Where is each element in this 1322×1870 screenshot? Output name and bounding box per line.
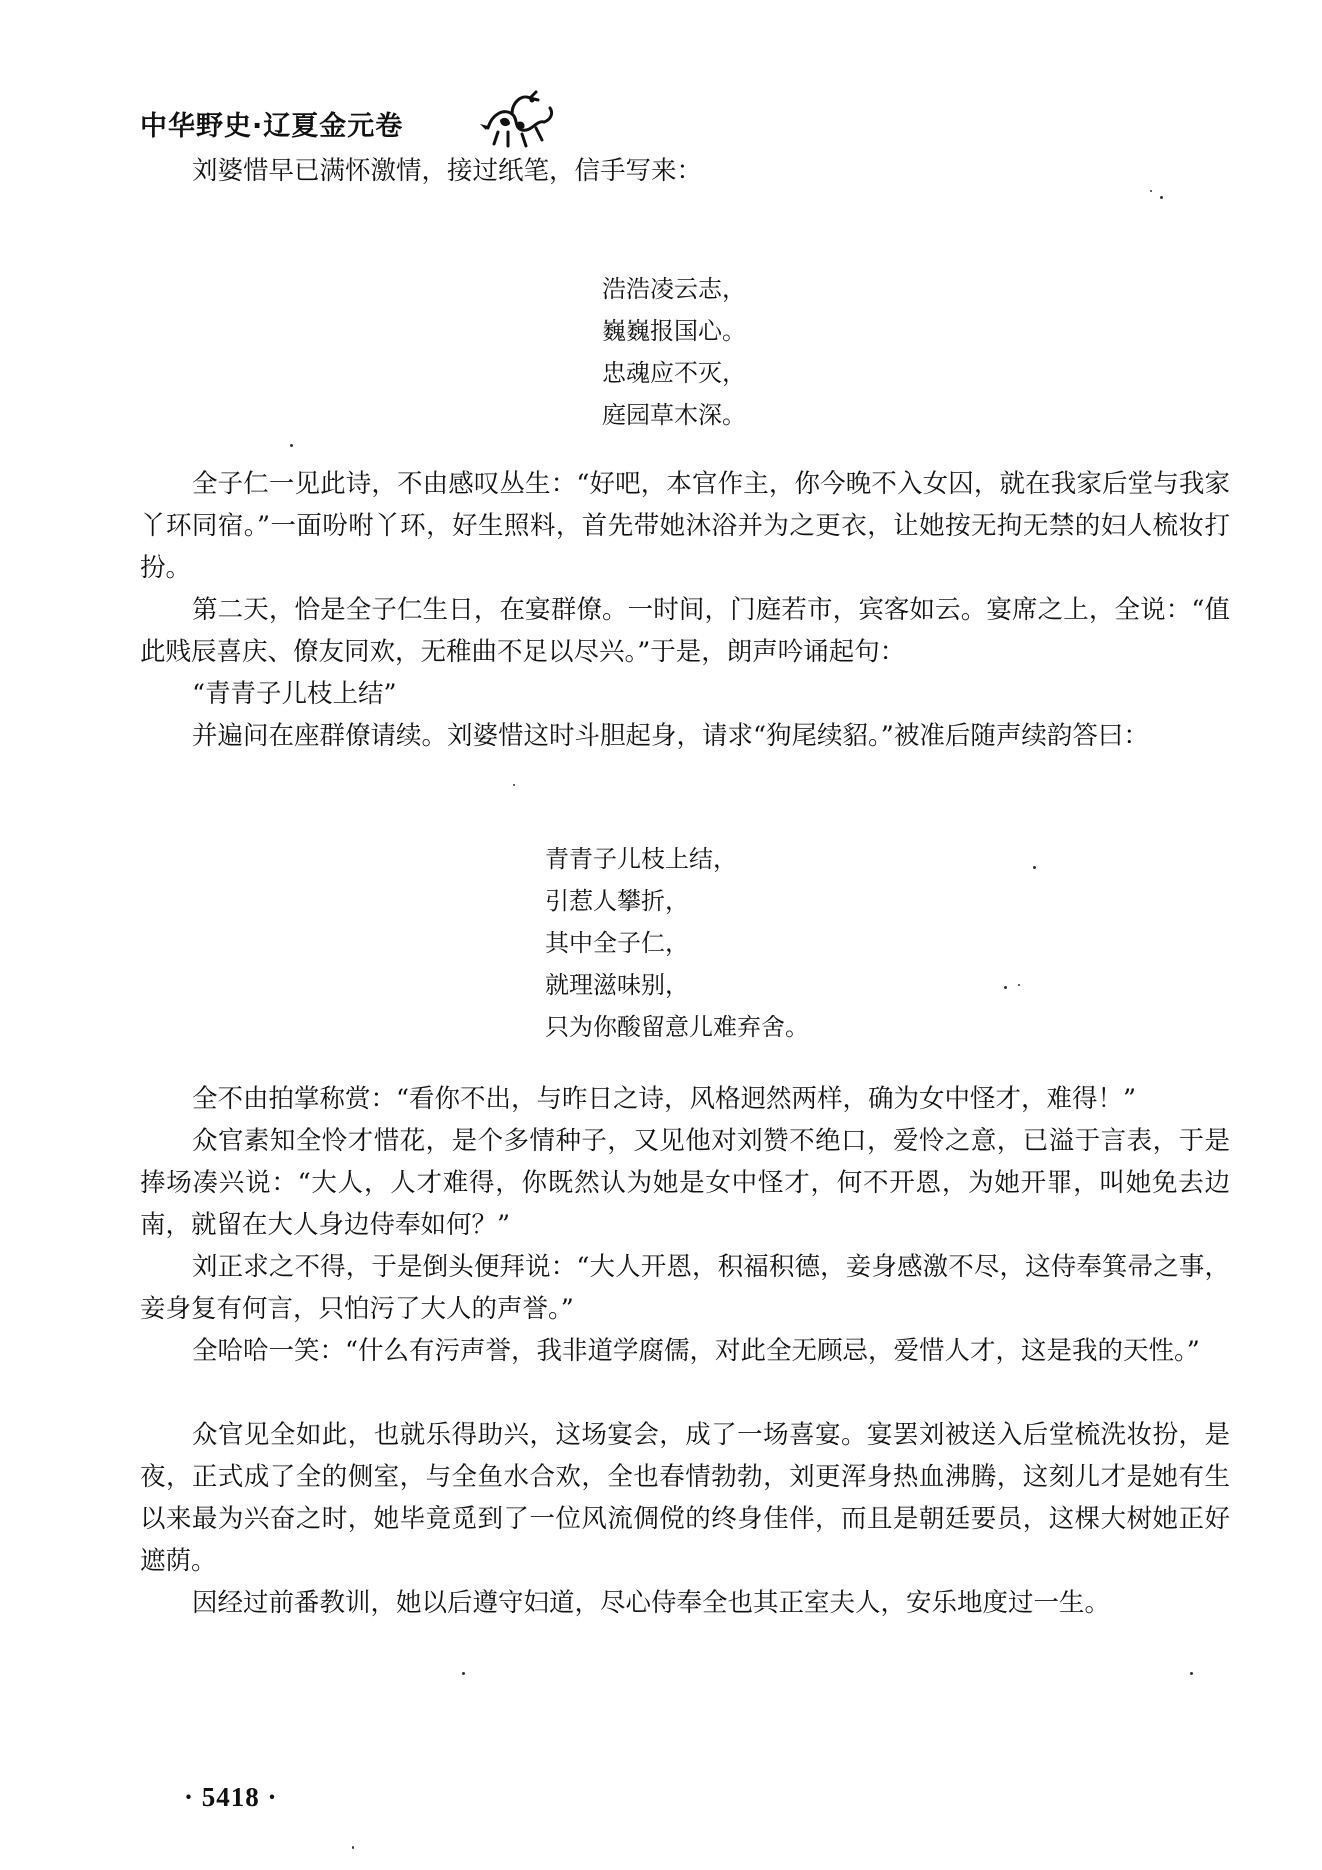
paragraph-10: 众官见全如此，也就乐得助兴，这场宴会，成了一场喜宴。宴罢刘被送入后堂梳洗妆扮，是夜，正式成了全的侧室，与全鱼水合欢，全也春情勃勃，刘更浑身热血沸腾，这刻儿才是她有生以来最为兴奋之时，她毕竟觅到了一位风流倜傥的终身佳伴，而且是朝廷要员，这棵大树她正好遮荫。 <box>140 1420 1230 1576</box>
paragraph-4: “青青子儿枝上结” <box>192 679 397 709</box>
scan-speck <box>1033 866 1036 869</box>
scan-speck <box>1004 986 1007 989</box>
running-header-title: 中华野史·辽夏金元卷 <box>140 111 404 142</box>
paragraph-6: 全不由拍掌称赏：“看你不出，与昨日之诗，风格迥然两样，确为女中怪才，难得！” <box>192 1084 1137 1114</box>
dragon-icon <box>478 84 558 156</box>
poem-2-line-2: 引惹人攀折， <box>545 887 689 915</box>
scan-speck <box>1160 196 1163 199</box>
scan-speck <box>352 1846 354 1849</box>
poem-1-line-3: 忠魂应不灭， <box>602 359 746 387</box>
poem-2-line-4: 就理滋味别， <box>545 971 689 999</box>
poem-2 <box>545 838 809 1048</box>
scan-speck <box>290 444 293 447</box>
scan-speck <box>1150 190 1152 192</box>
scan-speck <box>1190 1672 1193 1675</box>
poem-2-line-3: 其中全子仁， <box>545 929 689 957</box>
paragraph-7: 众官素知全怜才惜花，是个多情种子，又见他对刘赞不绝口，爱怜之意，已溢于言表，于是捧场凑兴说：“大人，人才难得，你既然认为她是女中怪才，何不开恩，为她开罪，叫她免去边南，就留在大人身边侍奉如何？” <box>140 1126 1230 1240</box>
poem-2-line-1: 青青子儿枝上结， <box>545 845 737 873</box>
paragraph-9: 全哈哈一笑：“什么有污声誉，我非道学腐儒，对此全无顾忌，爱惜人才，这是我的天性。” <box>192 1336 1200 1366</box>
poem-1-line-1: 浩浩凌云志， <box>602 275 746 303</box>
poem-1-line-2: 巍巍报国心。 <box>602 317 746 345</box>
poem-1-line-4: 庭园草木深。 <box>602 401 746 429</box>
scan-speck <box>513 784 515 786</box>
paragraph-2: 全子仁一见此诗，不由感叹丛生：“好吧，本官作主，你今晚不入女囚，就在我家后堂与我家丫环同宿。”一面吩咐丫环，好生照料，首先带她沐浴并为之更衣，让她按无拘无禁的妇人梳妆打扮。 <box>140 469 1230 583</box>
paragraph-5: 并遍问在座群僚请续。刘婆惜这时斗胆起身，请求“狗尾续貂。”被准后随声续韵答曰： <box>192 721 1149 751</box>
paragraph-8: 刘正求之不得，于是倒头便拜说：“大人开恩，积福积德，妾身感激不尽，这侍奉箕帚之事，妾身复有何言，只怕污了大人的声誉。” <box>140 1252 1230 1324</box>
paragraph-11: 因经过前番教训，她以后遵守妇道，尽心侍奉全也其正室夫人，安乐地度过一生。 <box>192 1588 1111 1618</box>
paragraph-1: 刘婆惜早已满怀激情，接过纸笔，信手写来： <box>192 156 703 186</box>
poem-2-line-5: 只为你酸留意儿难弃舍。 <box>545 1013 809 1041</box>
page-number: · 5418 · <box>184 1782 278 1812</box>
poem-1 <box>602 268 746 436</box>
scan-speck <box>1018 984 1020 986</box>
scan-speck <box>462 1672 465 1675</box>
paragraph-3: 第二天，恰是全子仁生日，在宴群僚。一时间，门庭若市，宾客如云。宴席之上，全说：“值此贱辰喜庆、僚友同欢，无稚曲不足以尽兴。”于是，朗声吟诵起句： <box>140 595 1230 667</box>
